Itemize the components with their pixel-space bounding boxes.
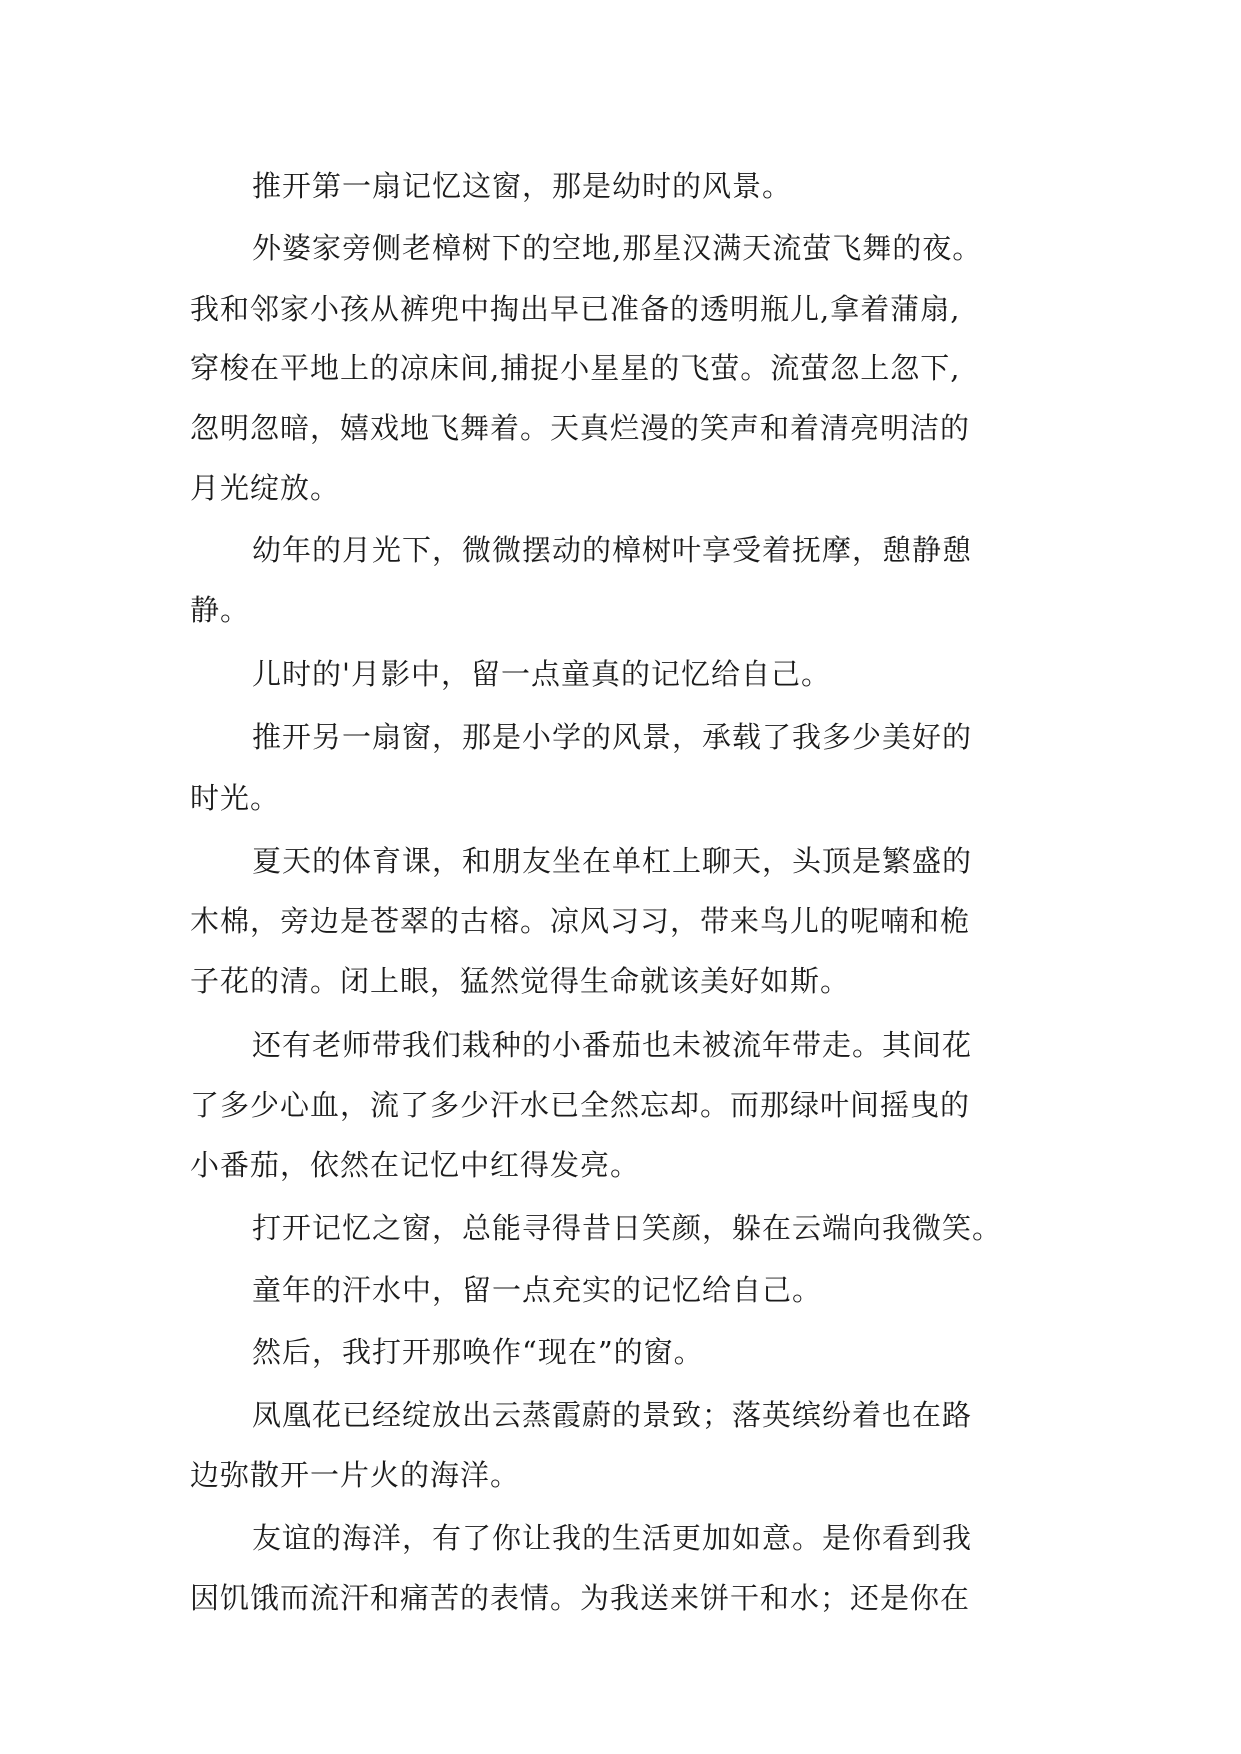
text-line: 忽明忽暗，嬉戏地飞舞着。天真烂漫的笑声和着清亮明洁的 xyxy=(190,411,971,445)
text-line: 小番茄，依然在记忆中红得发亮。 xyxy=(190,1148,641,1182)
text-line: 打开记忆之窗，总能寻得昔日笑颜，躲在云端向我微笑。 xyxy=(252,1211,1003,1245)
text-line: 然后，我打开那唤作“现在”的窗。 xyxy=(252,1335,704,1369)
text-line: 友谊的海洋，有了你让我的生活更加如意。是你看到我 xyxy=(252,1521,973,1555)
text-line: 幼年的月光下，微微摆动的樟树叶享受着抚摩，憩静憩 xyxy=(252,533,973,567)
text-line: 静。 xyxy=(190,593,251,627)
text-line: 儿时的'月影中，留一点童真的记忆给自己。 xyxy=(252,657,831,691)
text-line: 夏天的体育课，和朋友坐在单杠上聊天，头顶是繁盛的 xyxy=(252,844,973,878)
text-line: 因饥饿而流汗和痛苦的表情。为我送来饼干和水；还是你在 xyxy=(190,1581,971,1615)
text-line: 凤凰花已经绽放出云蒸霞蔚的景致；落英缤纷着也在路 xyxy=(252,1398,973,1432)
text-line: 我和邻家小孩从裤兜中掏出早已准备的透明瓶儿,拿着蒲扇, xyxy=(190,292,961,326)
text-line: 子花的清。闭上眼，猛然觉得生命就该美好如斯。 xyxy=(190,964,851,998)
text-line: 推开第一扇记忆这窗，那是幼时的风景。 xyxy=(252,169,793,203)
text-line: 还有老师带我们栽种的小番茄也未被流年带走。其间花 xyxy=(252,1028,973,1062)
text-line: 边弥散开一片火的海洋。 xyxy=(190,1458,521,1492)
text-line: 外婆家旁侧老樟树下的空地,那星汉满天流萤飞舞的夜。 xyxy=(252,231,983,265)
text-line: 穿梭在平地上的凉床间,捕捉小星星的飞萤。流萤忽上忽下, xyxy=(190,351,961,385)
text-line: 童年的汗水中，留一点充实的记忆给自己。 xyxy=(252,1273,823,1307)
text-line: 木棉，旁边是苍翠的古榕。凉风习习，带来鸟儿的呢喃和桅 xyxy=(190,904,971,938)
text-line: 月光绽放。 xyxy=(190,471,341,505)
text-line: 了多少心血，流了多少汗水已全然忘却。而那绿叶间摇曳的 xyxy=(190,1088,971,1122)
text-line: 时光。 xyxy=(190,781,281,815)
text-line: 推开另一扇窗，那是小学的风景，承载了我多少美好的 xyxy=(252,720,973,754)
